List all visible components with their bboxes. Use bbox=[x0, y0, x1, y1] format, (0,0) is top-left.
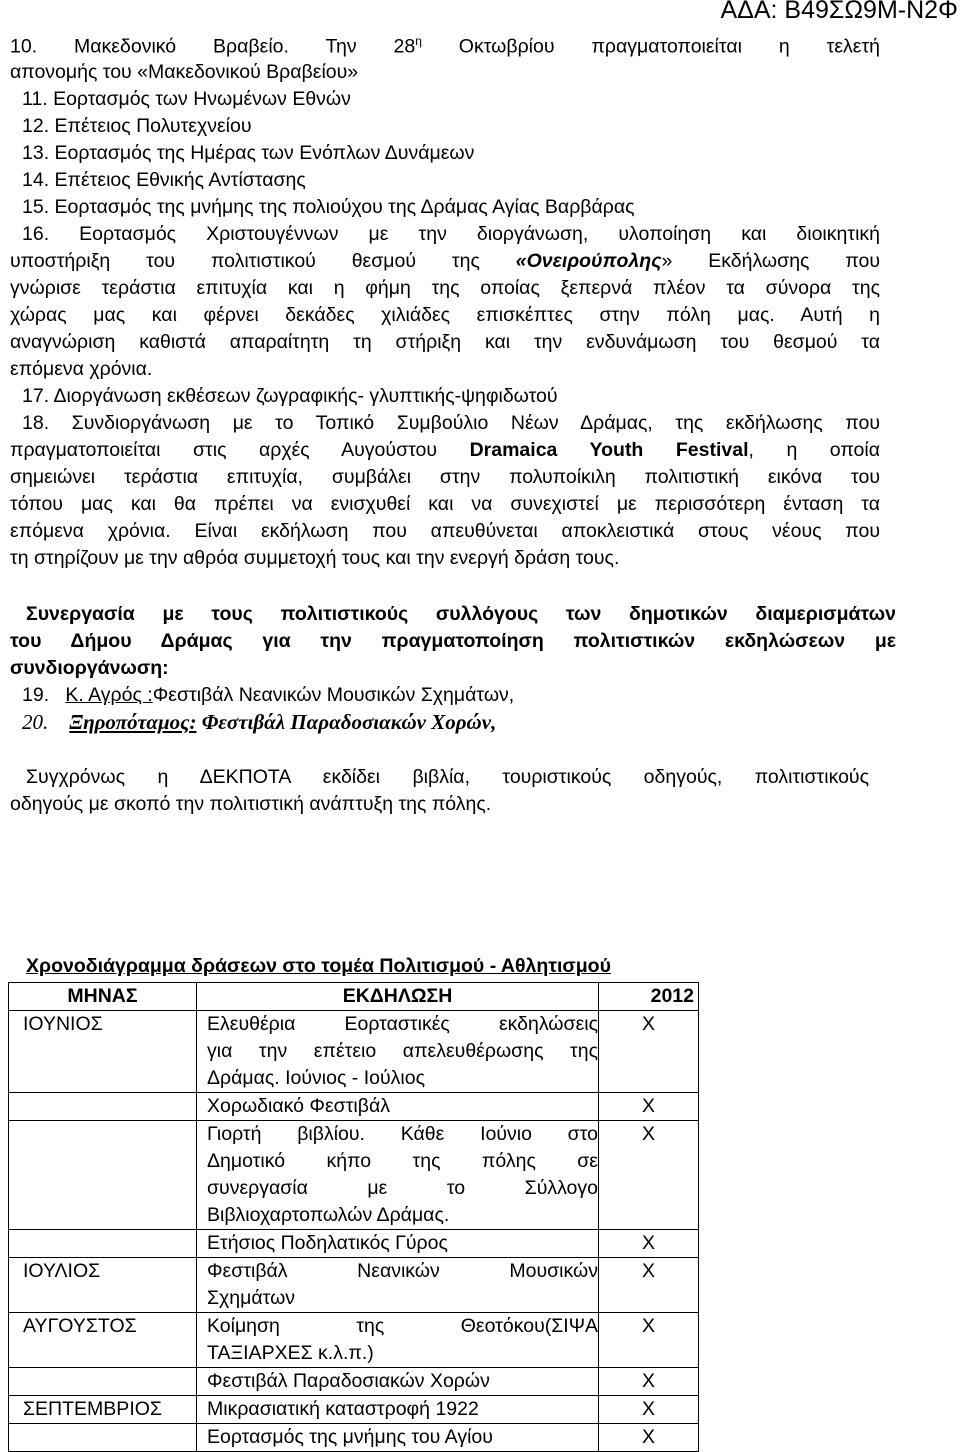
list-item-18-line5: επόμενα χρόνια. Είναι εκδήλωση που απευθύνεται αποκλειστικά στους νέους που bbox=[10, 520, 880, 542]
event-cell bbox=[197, 1258, 599, 1313]
list-item-17: 17. Διοργάνωση εκθέσεων ζωγραφικής- γλυπτικής-ψηφιδωτού bbox=[22, 385, 558, 407]
mark-cell: Χ bbox=[599, 1258, 699, 1313]
month-cell: ΙΟΥΝΙΟΣ bbox=[9, 1011, 197, 1093]
list-item-20-text: Φεστιβάλ Παραδοσιακών Χορών, bbox=[196, 710, 497, 734]
event-text-line: Σχημάτων bbox=[207, 1287, 296, 1309]
list-item-20-place: Ξηροπόταμος: bbox=[69, 710, 197, 734]
event-cell bbox=[197, 1121, 599, 1230]
event-text-line: Ελευθέρια Εορταστικές εκδηλώσεις bbox=[207, 1013, 598, 1035]
schedule-title: Χρονοδιάγραμμα δράσεων στο τομέα Πολιτισμού - Αθλητισμού bbox=[26, 955, 611, 977]
list-item-20 bbox=[22, 710, 496, 735]
list-item-18-line6: τη στηρίζουν με την αθρόα συμμετοχή τους και την ενεργή δράση τους. bbox=[10, 547, 620, 569]
list-item-15: 15. Εορτασμός της μνήμης της πολιούχου της Δράμας Αγίας Βαρβάρας bbox=[22, 196, 635, 218]
list-item-13: 13. Εορτασμός της Ημέρας των Ενόπλων Δυνάμεων bbox=[22, 142, 475, 164]
event-cell bbox=[197, 1424, 599, 1452]
month-cell bbox=[9, 1368, 197, 1396]
table-row bbox=[9, 1230, 699, 1258]
list-item-18-text-end: , η οποία bbox=[748, 439, 881, 461]
list-item-10 bbox=[10, 34, 880, 59]
list-item-19 bbox=[22, 684, 514, 707]
list-item-16-line5: αναγνώριση καθιστά απαραίτητη τη στήριξη και την ενδυνάμωση του θεσμού τα bbox=[10, 331, 880, 353]
schedule-table bbox=[8, 982, 699, 1452]
list-item-10-text: 10. Μακεδονικό Βραβείο. Την 28 bbox=[10, 35, 416, 58]
event-text-line: Φεστιβάλ Νεανικών Μουσικών bbox=[207, 1260, 598, 1282]
table-row bbox=[9, 1011, 699, 1093]
mark-cell: Χ bbox=[599, 1396, 699, 1424]
column-header-month: ΜΗΝΑΣ bbox=[9, 983, 197, 1011]
document-code: ΑΔΑ: Β49ΣΩ9Μ-Ν2Φ bbox=[720, 0, 958, 24]
event-text-line: Μικρασιατική καταστροφή 1922 bbox=[207, 1398, 479, 1420]
list-item-11: 11. Εορτασμός των Ηνωμένων Εθνών bbox=[22, 88, 351, 110]
event-text-line: για την επέτειο απελευθέρωσης της bbox=[207, 1040, 598, 1062]
event-name-dramaica: Dramaica Youth Festival bbox=[469, 439, 749, 461]
list-item-16-text: υποστήριξη του πολιτιστικού θεσμού της bbox=[10, 250, 516, 272]
table-row bbox=[9, 1424, 699, 1452]
event-cell bbox=[197, 1093, 599, 1121]
mark-cell: Χ bbox=[599, 1093, 699, 1121]
list-item-12: 12. Επέτειος Πολυτεχνείου bbox=[22, 115, 252, 137]
list-item-16-text-end: » Εκδήλωσης που bbox=[661, 250, 880, 272]
table-row bbox=[9, 1121, 699, 1230]
section-heading: Συνεργασία με τους πολιτιστικούς συλλόγους των δημοτικών διαμερισμάτων bbox=[26, 603, 896, 625]
list-item-14: 14. Επέτειος Εθνικής Αντίστασης bbox=[22, 169, 306, 191]
list-item-18-line3: σημειώνει τεράστια επιτυχία, συμβάλει στην πολυποίκιλη πολιτιστική εικόνα του bbox=[10, 466, 880, 488]
list-item-18-line2 bbox=[10, 439, 880, 462]
event-cell bbox=[197, 1011, 599, 1093]
month-cell bbox=[9, 1424, 197, 1452]
mark-cell: Χ bbox=[599, 1368, 699, 1396]
list-item-19-text: Φεστιβάλ Νεανικών Μουσικών Σχημάτων, bbox=[152, 684, 515, 706]
mark-cell: Χ bbox=[599, 1424, 699, 1452]
list-item-16-line3: γνώρισε τεράστια επιτυχία και η φήμη της οποίας ξεπερνά πλέον τα σύνορα της bbox=[10, 277, 880, 299]
superscript: η bbox=[415, 34, 422, 48]
event-text-line: Κοίμηση της Θεοτόκου(ΣΙΨΑ bbox=[207, 1315, 598, 1337]
list-item-18-line4: τόπου μας και θα πρέπει να ενισχυθεί και να συνεχιστεί με περισσότερη ένταση τα bbox=[10, 493, 880, 515]
event-cell bbox=[197, 1396, 599, 1424]
list-item-16-line2 bbox=[10, 250, 880, 273]
schedule-header-row bbox=[9, 983, 699, 1011]
table-row bbox=[9, 1396, 699, 1424]
event-text-line: Γιορτή βιβλίου. Κάθε Ιούνιο στο bbox=[207, 1123, 598, 1145]
list-item-16-line6: επόμενα χρόνια. bbox=[10, 358, 153, 380]
event-text-line: Ετήσιος Ποδηλατικός Γύρος bbox=[207, 1232, 448, 1254]
event-cell bbox=[197, 1368, 599, 1396]
list-item-16-line4: χώρας μας και φέρνει δεκάδες χιλιάδες επισκέπτες στην πόλη μας. Αυτή η bbox=[10, 304, 880, 326]
list-item-18-text: πραγματοποιείται στις αρχές Αυγούστου bbox=[10, 439, 470, 461]
event-text-line: Δράμας. Ιούνιος - Ιούλιος bbox=[207, 1067, 425, 1089]
list-item-19-number: 19. bbox=[22, 684, 50, 706]
paragraph-line2: οδηγούς με σκοπό την πολιτιστική ανάπτυξη της πόλης. bbox=[10, 793, 492, 815]
event-text-line: Χορωδιακό Φεστιβάλ bbox=[207, 1095, 390, 1117]
mark-cell: Χ bbox=[599, 1011, 699, 1093]
list-item-18: 18. Συνδιοργάνωση με το Τοπικό Συμβούλιο Νέων Δράμας, της εκδήλωσης που bbox=[22, 412, 880, 434]
table-row bbox=[9, 1313, 699, 1368]
month-cell: ΙΟΥΛΙΟΣ bbox=[9, 1258, 197, 1313]
month-cell bbox=[9, 1230, 197, 1258]
mark-cell: Χ bbox=[599, 1230, 699, 1258]
list-item-10-cont: απονομής του «Μακεδονικού Βραβείου» bbox=[10, 61, 359, 83]
month-cell bbox=[9, 1121, 197, 1230]
event-text-line: ΤΑΞΙΑΡΧΕΣ κ.λ.π.) bbox=[207, 1342, 374, 1364]
event-name-oneiroupoli: «Ονειρούπολης bbox=[515, 250, 662, 272]
section-heading-line2: του Δήμου Δράμας για την πραγματοποίηση πολιτιστικών εκδηλώσεων με bbox=[10, 630, 896, 652]
paragraph-line1: Συγχρόνως η ΔΕΚΠΟΤΑ εκδίδει βιβλία, τουριστικούς οδηγούς, πολιτιστικούς bbox=[26, 766, 869, 788]
event-text-line: Βιβλιοχαρτοπωλών Δράμας. bbox=[207, 1204, 450, 1226]
column-header-event: ΕΚΔΗΛΩΣΗ bbox=[197, 983, 599, 1011]
list-item-20-number: 20. bbox=[22, 710, 49, 734]
list-item-16: 16. Εορτασμός Χριστουγέννων με την διοργάνωση, υλοποίηση και διοικητική bbox=[22, 223, 880, 245]
event-cell bbox=[197, 1313, 599, 1368]
table-row bbox=[9, 1258, 699, 1313]
list-item-19-place: Κ. Αγρός : bbox=[65, 684, 153, 706]
column-header-year: 2012 bbox=[599, 983, 699, 1011]
section-heading-line3: συνδιοργάνωση: bbox=[10, 657, 169, 679]
mark-cell: Χ bbox=[599, 1313, 699, 1368]
mark-cell: Χ bbox=[599, 1121, 699, 1230]
list-item-10-text-end: Οκτωβρίου πραγματοποιείται η τελετή bbox=[421, 35, 880, 58]
event-cell bbox=[197, 1230, 599, 1258]
month-cell: ΣΕΠΤΕΜΒΡΙΟΣ bbox=[9, 1396, 197, 1424]
event-text-line: Εορτασμός της μνήμης του Αγίου bbox=[207, 1426, 493, 1448]
event-text-line: Φεστιβάλ Παραδοσιακών Χορών bbox=[207, 1370, 490, 1392]
event-text-line: Δημοτικό κήπο της πόλης σε bbox=[207, 1150, 598, 1172]
event-text-line: συνεργασία με το Σύλλογο bbox=[207, 1177, 598, 1199]
table-row bbox=[9, 1093, 699, 1121]
month-cell bbox=[9, 1093, 197, 1121]
month-cell: ΑΥΓΟΥΣΤΟΣ bbox=[9, 1313, 197, 1368]
table-row bbox=[9, 1368, 699, 1396]
